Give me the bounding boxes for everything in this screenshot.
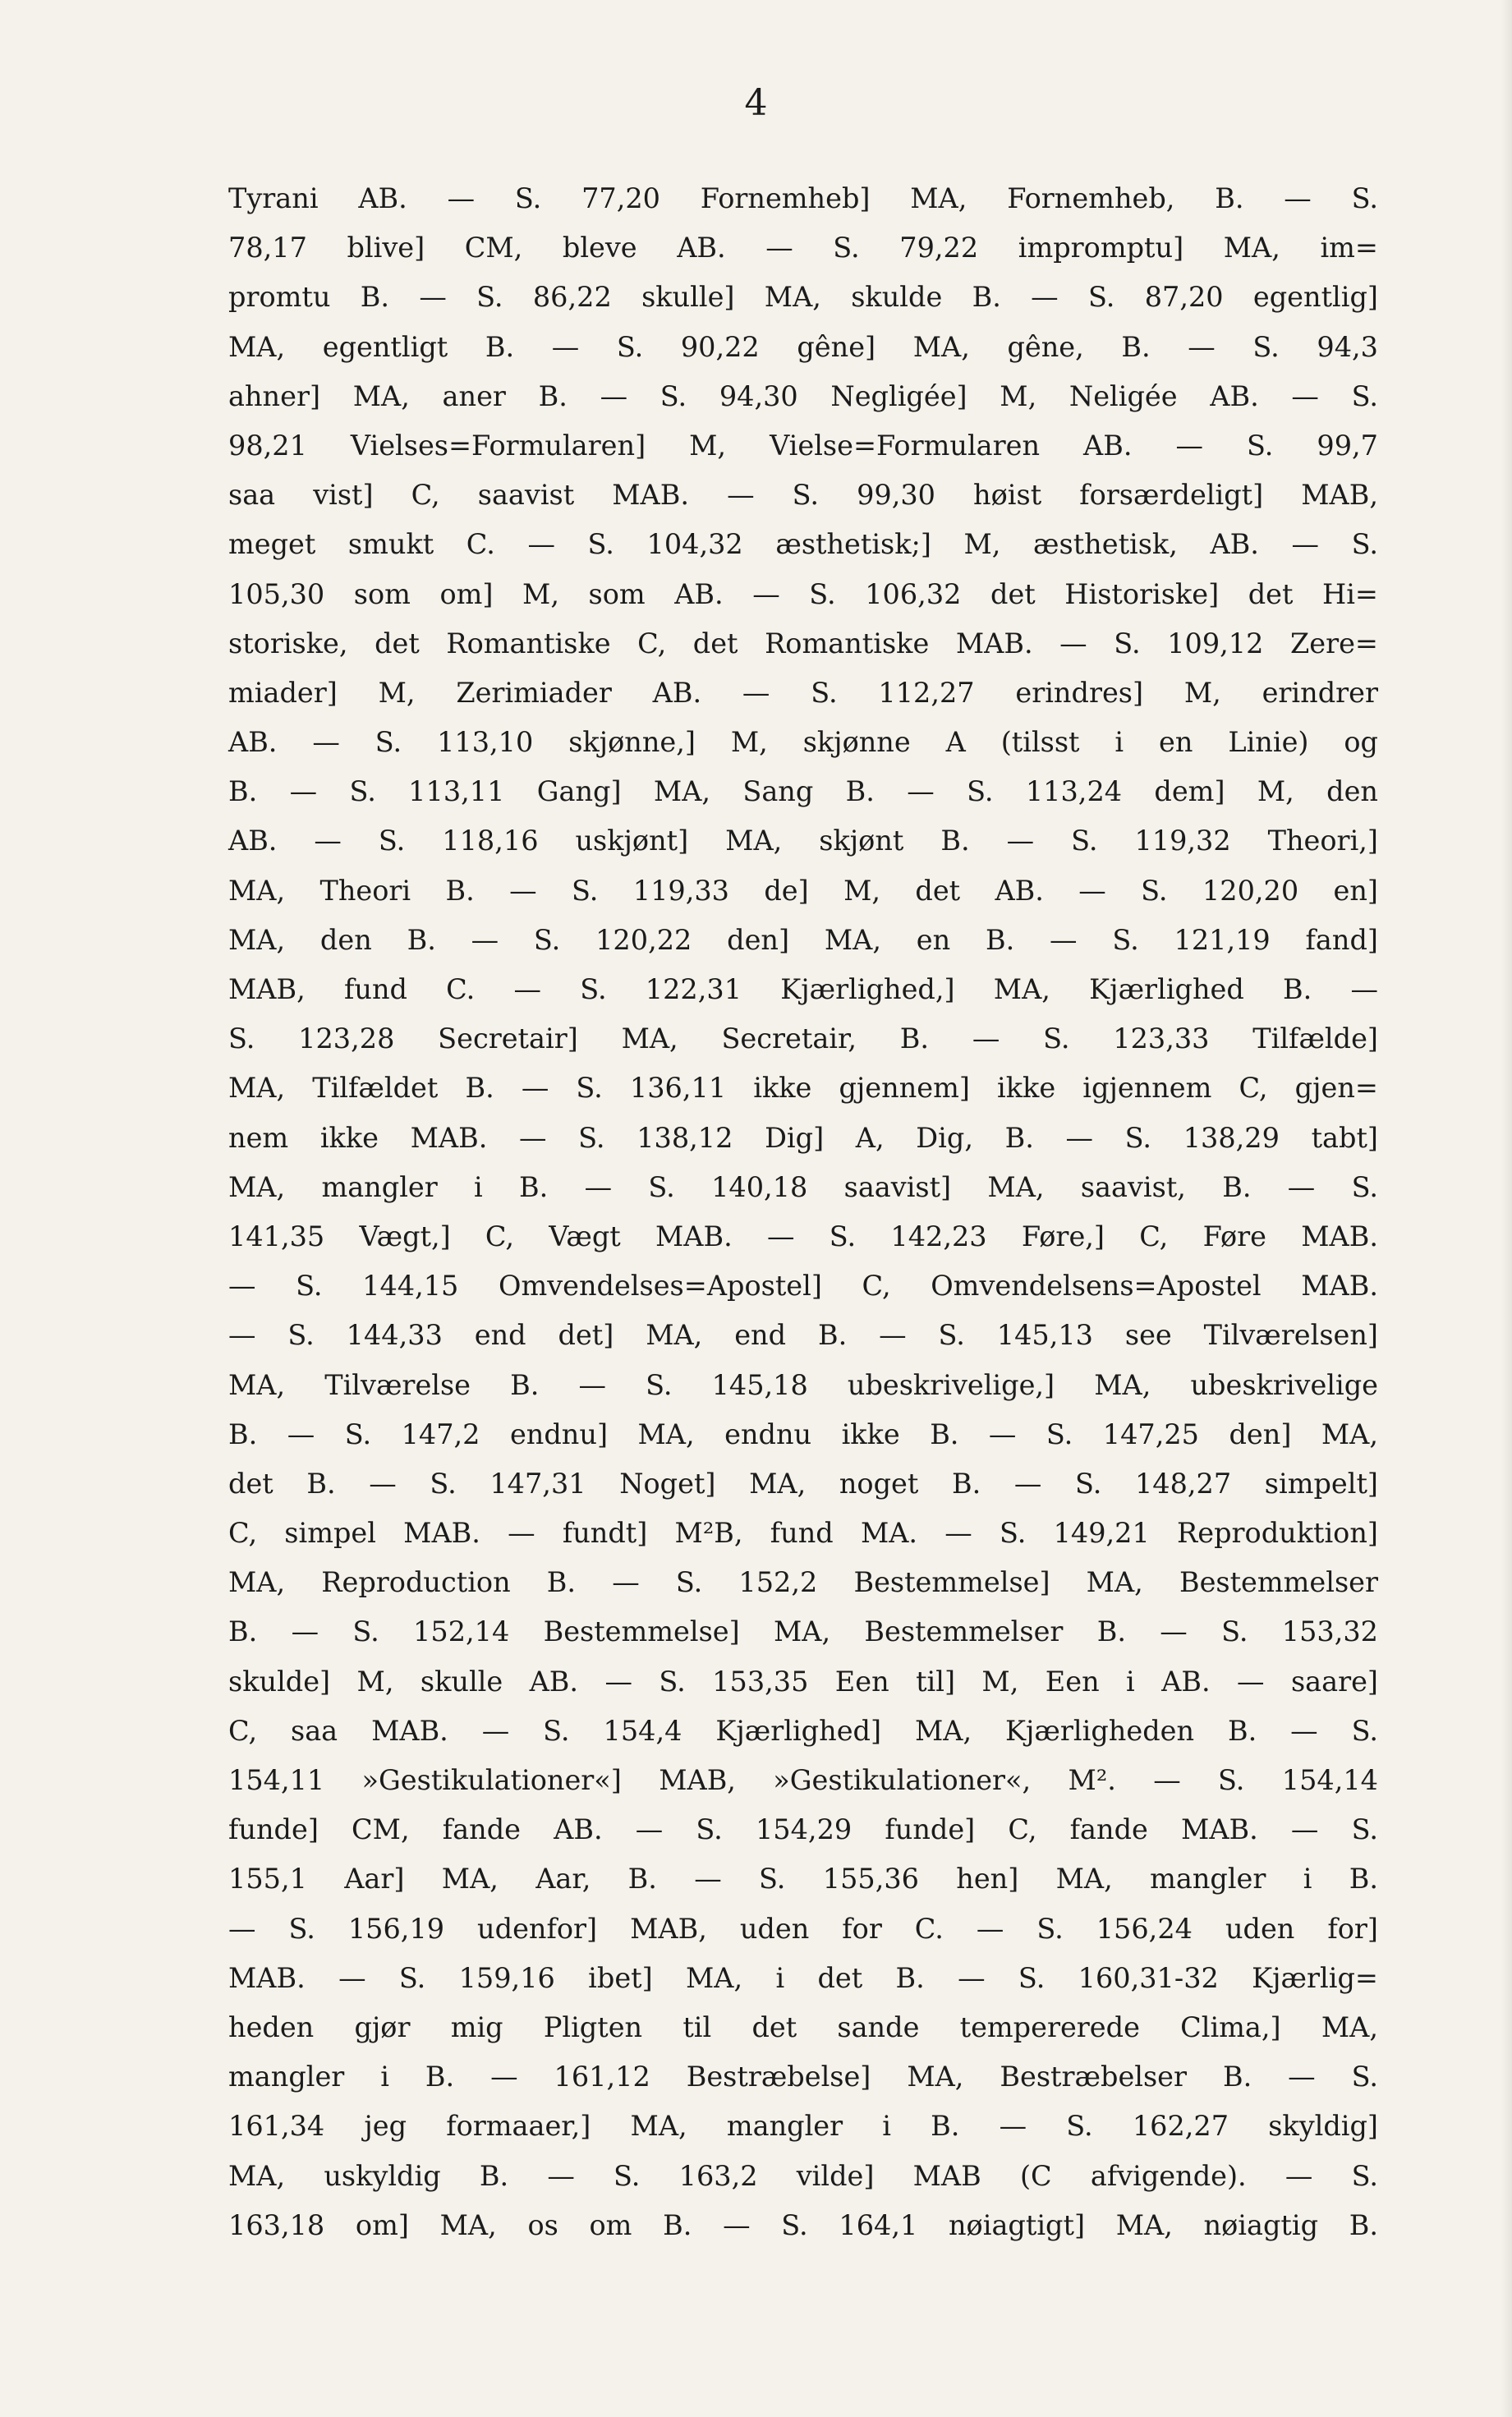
text-line: MA, mangler i B. — S. 140,18 saavist] MA, saavist, B. — S. <box>228 1170 1378 1203</box>
text-line: MA, Tilfældet B. — S. 136,11 ikke gjennem] ikke igjennem C, gjen= <box>228 1072 1378 1105</box>
text-line: S. 123,28 Secretair] MA, Secretair, B. — S. 123,33 Tilfælde] <box>228 1022 1378 1055</box>
text-line: B. — S. 147,2 endnu] MA, endnu ikke B. — S. 147,25 den] MA, <box>228 1418 1378 1450</box>
text-line: C, simpel MAB. — fundt] M²B, fund MA. — S. 149,21 Reproduktion] <box>228 1517 1378 1550</box>
text-line: B. — S. 113,11 Gang] MA, Sang B. — S. 113,24 dem] M, den <box>228 775 1378 808</box>
page-edge-shadow <box>1501 0 1512 2417</box>
text-line: 98,21 Vielses=Formularen] M, Vielse=Formularen AB. — S. 99,7 <box>228 429 1378 462</box>
text-line: 141,35 Vægt,] C, Vægt MAB. — S. 142,23 Føre,] C, Føre MAB. <box>228 1220 1378 1252</box>
text-line: promtu B. — S. 86,22 skulle] MA, skulde B. — S. 87,20 egentlig] <box>228 281 1378 314</box>
text-line: 155,1 Aar] MA, Aar, B. — S. 155,36 hen] MA, mangler i B. <box>228 1863 1378 1895</box>
text-line: — S. 144,15 Omvendelses=Apostel] C, Omvendelsens=Apostel MAB. <box>228 1270 1378 1303</box>
text-line: MA, egentligt B. — S. 90,22 gêne] MA, gêne, B. — S. 94,3 <box>228 330 1378 363</box>
text-line: MA, Theori B. — S. 119,33 de] M, det AB. — S. 120,20 en] <box>228 874 1378 907</box>
text-line: MA, Reproduction B. — S. 152,2 Bestemmelse] MA, Bestemmelser <box>228 1566 1378 1599</box>
text-line: 105,30 som om] M, som AB. — S. 106,32 det Historiske] det Hi= <box>228 577 1378 610</box>
page-number: 4 <box>744 82 768 124</box>
text-block <box>228 174 1378 2250</box>
text-line: skulde] M, skulle AB. — S. 153,35 Een til] M, Een i AB. — saare] <box>228 1665 1378 1698</box>
text-line: miader] M, Zerimiader AB. — S. 112,27 erindres] M, erindrer <box>228 676 1378 709</box>
text-line: 161,34 jeg formaaer,] MA, mangler i B. — S. 162,27 skyldig] <box>228 2110 1378 2143</box>
text-line: det B. — S. 147,31 Noget] MA, noget B. — S. 148,27 simpelt] <box>228 1467 1378 1500</box>
text-line: funde] CM, fande AB. — S. 154,29 funde] C, fande MAB. — S. <box>228 1813 1378 1846</box>
text-line: meget smukt C. — S. 104,32 æsthetisk;] M, æsthetisk, AB. — S. <box>228 528 1378 561</box>
text-line: MA, uskyldig B. — S. 163,2 vilde] MAB (C afvigende). — S. <box>228 2159 1378 2192</box>
text-line: 154,11 »Gestikulationer«] MAB, »Gestikulationer«, M². — S. 154,14 <box>228 1764 1378 1796</box>
text-line: — S. 144,33 end det] MA, end B. — S. 145,13 see Tilværelsen] <box>228 1319 1378 1352</box>
text-line: storiske, det Romantiske C, det Romantiske MAB. — S. 109,12 Zere= <box>228 627 1378 659</box>
text-line: MAB, fund C. — S. 122,31 Kjærlighed,] MA, Kjærlighed B. — <box>228 973 1378 1005</box>
text-line: ahner] MA, aner B. — S. 94,30 Negligée] M, Neligée AB. — S. <box>228 379 1378 412</box>
text-line: AB. — S. 113,10 skjønne,] M, skjønne A (tilsst i en Linie) og <box>228 726 1378 759</box>
text-line: — S. 156,19 udenfor] MAB, uden for C. — S. 156,24 uden for] <box>228 1912 1378 1945</box>
text-line: AB. — S. 118,16 uskjønt] MA, skjønt B. — S. 119,32 Theori,] <box>228 825 1378 857</box>
text-line: heden gjør mig Pligten til det sande tempererede Clima,] MA, <box>228 2010 1378 2043</box>
text-line: saa vist] C, saavist MAB. — S. 99,30 høist forsærdeligt] MAB, <box>228 479 1378 512</box>
text-line: MA, den B. — S. 120,22 den] MA, en B. — S. 121,19 fand] <box>228 923 1378 956</box>
text-line: C, saa MAB. — S. 154,4 Kjærlighed] MA, Kjærligheden B. — S. <box>228 1714 1378 1747</box>
text-line: 78,17 blive] CM, bleve AB. — S. 79,22 impromptu] MA, im= <box>228 232 1378 264</box>
text-line: MA, Tilværelse B. — S. 145,18 ubeskrivelige,] MA, ubeskrivelige <box>228 1368 1378 1401</box>
text-line: 163,18 om] MA, os om B. — S. 164,1 nøiagtigt] MA, nøiagtig B. <box>228 2208 1378 2241</box>
text-line: MAB. — S. 159,16 ibet] MA, i det B. — S. 160,31-32 Kjærlig= <box>228 1961 1378 1994</box>
text-line: mangler i B. — 161,12 Bestræbelse] MA, Bestræbelser B. — S. <box>228 2061 1378 2093</box>
text-line: nem ikke MAB. — S. 138,12 Dig] A, Dig, B. — S. 138,29 tabt] <box>228 1121 1378 1154</box>
text-line: B. — S. 152,14 Bestemmelse] MA, Bestemmelser B. — S. 153,32 <box>228 1615 1378 1648</box>
text-line: Tyrani AB. — S. 77,20 Fornemheb] MA, Fornemheb, B. — S. <box>228 182 1378 214</box>
